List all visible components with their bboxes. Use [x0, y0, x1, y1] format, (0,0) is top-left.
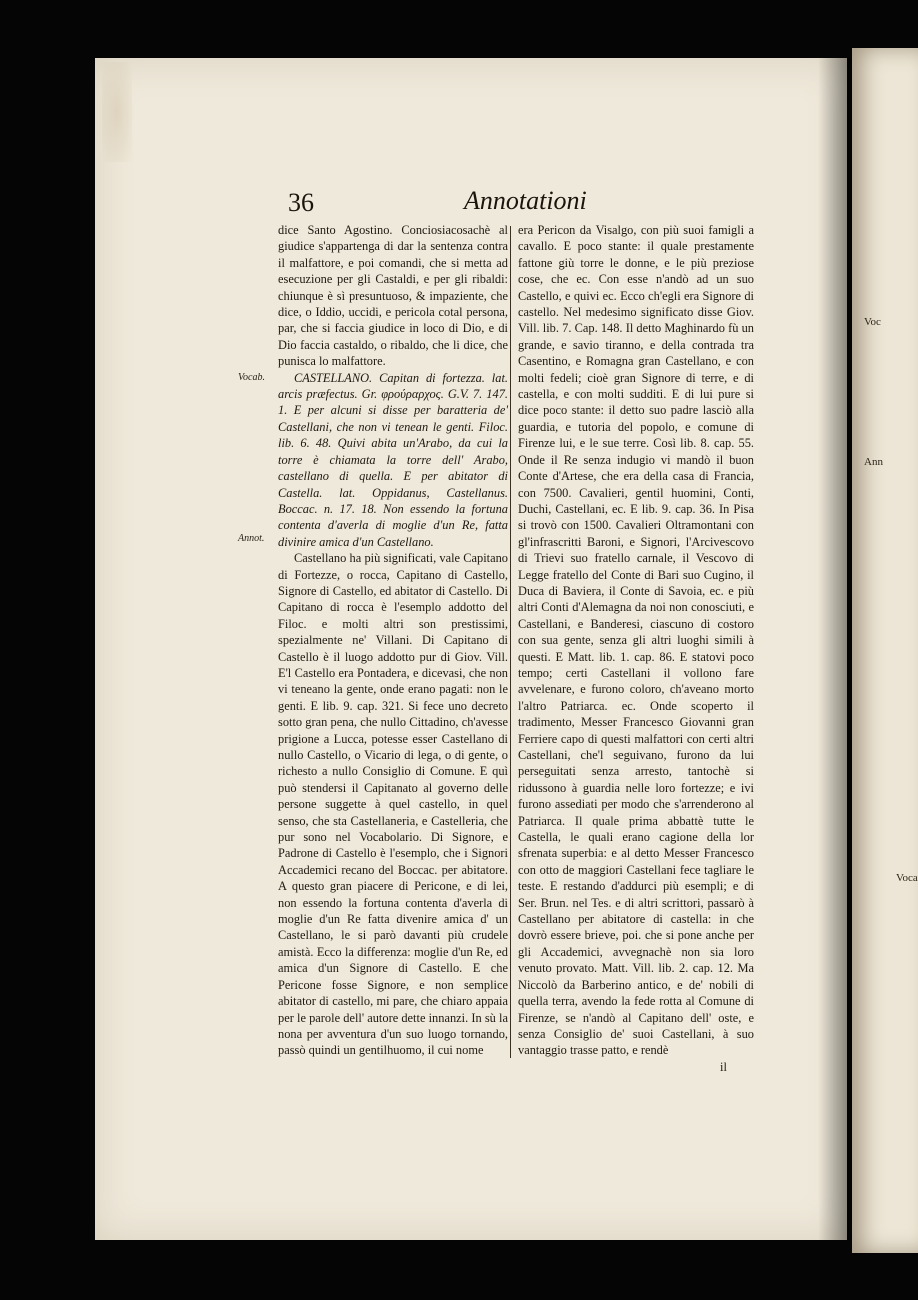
paper-stain: [102, 62, 132, 162]
paragraph: dice Santo Agostino. Conciosiacosachè al giudice s'appartenga di dar la sentenza contra il malfattore, e poi comandi, che si metta ad esecuzione per gli Castaldi, e per gli ribaldi: chiunque è sì presuntuoso, & impaziente, che dice, o Iddio, uccidi, e pericola cotal persona, par, che si faccia giudice in loco di Dio, e di Dio faccia castaldo, o ribaldo, che li dice, che punisca lo malfattore.: [278, 223, 508, 369]
text-column-right: [518, 222, 754, 1059]
paragraph: era Pericon da Visalgo, con più suoi famigli a cavallo. E poco stante: il quale prestamente fattone giù torre le donne, e le più preziose cose, che ec. Con esse n'andò ad un suo Castello, e quivi ec. Ecco ch'egli era Signore di castello. Nel medesimo significato disse Giov. Vill. lib. 7. Cap. 148. Il detto Maghinardo fù un grande, e savio tiranno, e della contrada tra Casentino, e Romagna gran Castellano, e con molti fedeli; cioè gran Signore di terre, e di castella, e con molti sudditi. E di lui pure si dice poco stante: il detto suo padre lasciò alla guardia, e tutoria del popolo, e comune di Firenze lui, e le sue terre. Così lib. 8. cap. 55. Onde il Re senza indugio vi mandò il buon Conte d'Artese, che era della casa di Francia, con 7500. Cavalieri, gentil huomini, Conti, Duchi, Castellani, ec. E lib. 9. cap. 36. In Pisa si trovò con 1500. Cavalieri Oltramontani con gl'infrascritti Baroni, e Signori, l'Arcivescovo di Trievi suo fratello carnale, il Vescovo di Legge fratello del Conte di Bari suo Cugino, il Duca di Baviera, il Conte di Savoia, ec. e più altri Conti d'Alemagna da noi non conosciuti, e Castellani, e Banderesi, ciascuno di costoro con sua gente, senza gli altri luoghi simili à questi. E Matt. lib. 1. cap. 86. E statovi poco tempo; certi Castellani il vollono fare avvelenare, e furono coloro, ch'aveano morto l'altro Patriarca. ec. Onde scoperto il tradimento, Messer Francesco Giovanni gran Ferriere capo di questi malfattori con certi altri Castellani, che'l seguivano, furono da lui perseguitati senza arresto, tantochè si ridussono à guardia nelle loro fortezze; e ivi furono assediati per modo che s'arrenderono al Patriarca. Il quale prima abbattè tutte le Castella, le quali erano cagione della lor sfrenata superbia: e al detto Messer Francesco con otto de maggiori Castellani fece tagliare le teste. E restando d'addurci più esempli; e di Ser. Brun. nel Tes. e di altri scrittori, passarò à Castellano per abitatore di castella: in che dovrò essere brieve, poi. che si pone anche per gli Accademici, avvegnachè non sia loro venuto provato. Matt. Vill. lib. 2. cap. 12. Ma Niccolò da Barberino antico, e de' nobili di quella terra, avendo la fede rotta al Comune di Firenze, se n'andò al Capitano dell' oste, e senza Consiglio de' suoi Castellani, à suo vantaggio trasse patto, e rendè: [518, 223, 754, 1058]
right-page-margin-note: Voca: [896, 872, 918, 884]
catchword: il: [720, 1060, 727, 1074]
vocabulary-entry: CASTELLANO. Capitan di fortezza. lat. arcis præfectus. Gr. φρούραρχος. G.V. 7. 147. 1. E per alcuni si disse per baratteria de' Castellani, che non vi tenean le genti. Filoc. lib. 6. 48. Quivi abita un'Arabo, da cui la torre è chiamata la torre dell' Arabo, castellano di quella. E per abitator di Castella. lat. Oppidanus, Castellanus. Boccac. n. 17. 18. Non essendo la fortuna contenta d'averla di moglie d'un Re, fatta divinire amica d'un Castellano.: [278, 370, 508, 549]
text-column-left: [278, 222, 508, 1059]
column-divider: [510, 226, 511, 1058]
gutter-shadow: [818, 58, 852, 1240]
page-number: 36: [288, 188, 314, 217]
margin-note-annot: Annot.: [238, 533, 265, 544]
right-page-margin-note: Ann: [864, 456, 883, 468]
right-page-margin-note: Voc: [864, 316, 881, 328]
book-page-right-edge: [852, 48, 918, 1253]
paragraph: Castellano ha più significati, vale Capitano di Fortezze, o rocca, Capitano di Castello, Signore di Castello, ed abitator di Castello. Di Capitano di rocca è l'esemplo addotto del Filoc. e molti altri son prestissimi, spezialmente ne' Villani. Di Capitano di Castello è il luogo addotto pur di Giov. Vill. E'l Castello era Pontadera, e dicevasi, che non vi teneano la gente, onde erano pagati: non le genti. E lib. 9. cap. 321. Si fece uno decreto sotto gran pena, che nullo Cittadino, ch'avesse prigione a Lucca, potesse esser Castellano di nullo Castello, o Vicario di lega, o di gente, o richesto a nullo Consiglio di Comune. E quì può stendersi il Capitanato al governo delle persone suggette à quel castello, in quel senso, che sta Castellaneria, e Castelleria, che pur sono nel Vocabolario. Di Signore, e Padrone di Castello è l'esemplo, che i Signori Accademici recano del Boccac. per abitatore. A questo gran piacere di Pericone, e di lei, non essendo la fortuna contenta d'averla di moglie d'un Re fatta divenire amica d' un Castellano, le si parò davanti più crudele amistà. Ecco la differenza: moglie d'un Re, ed amica d'un Signore di Castello. E che Pericone fosse Signore, e non semplice abitator di castello, mi pare, che chiaro appaia per le parole dell' autore dette innanzi. In sù la nona per avventura d'un suo luogo tornando, passò quindi un gentilhuomo, il cui nome: [278, 551, 508, 1058]
margin-note-vocab: Vocab.: [238, 372, 265, 383]
running-head: Annotationi: [464, 186, 587, 215]
